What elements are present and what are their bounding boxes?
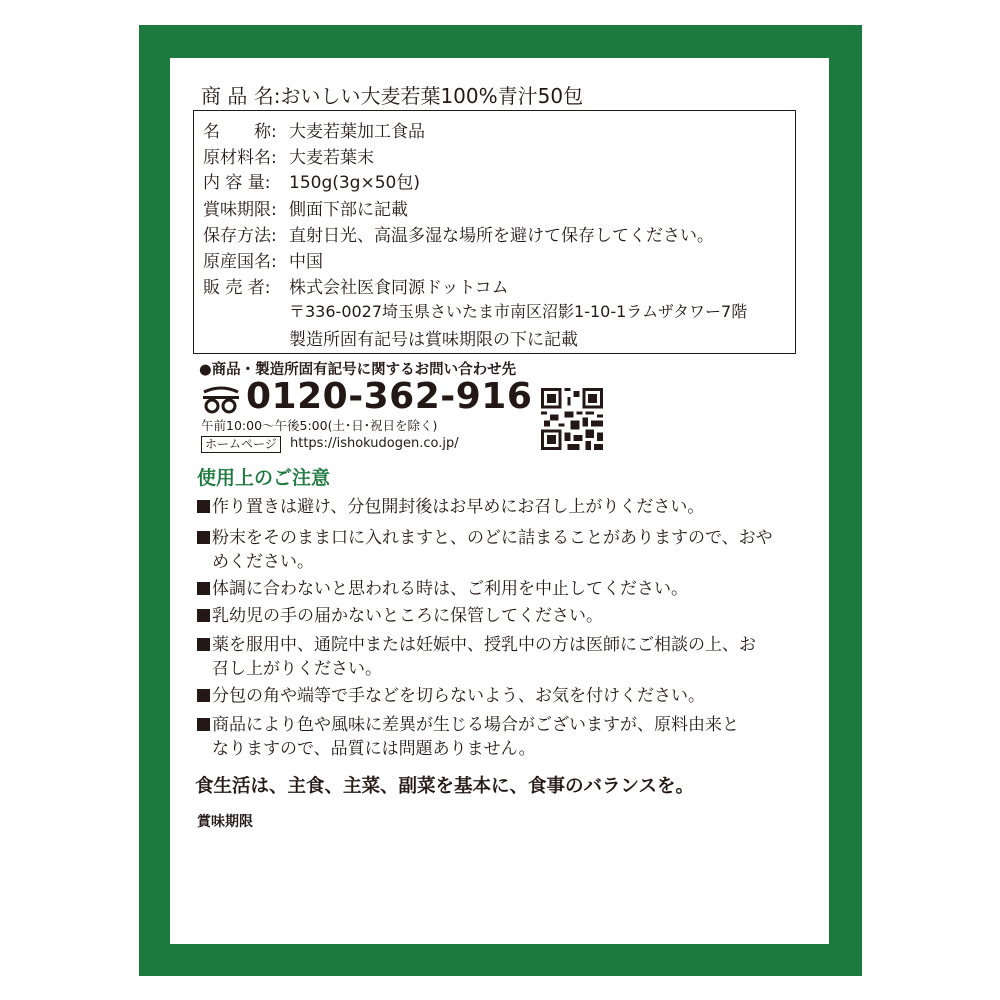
caution-item: 分包の角や端等で手などを切らないよう、お気を付けください。 [197, 683, 705, 709]
diet-message: 食生活は、主食、主菜、副菜を基本に、食事のバランスを。 [195, 776, 694, 797]
free-dial-icon [202, 386, 240, 416]
caution-item: 作り置きは避け、分包開封後はお早めにお召し上がりください。 [197, 494, 704, 520]
bullet-square-icon [197, 582, 210, 595]
product-name: 商 品 名:おいしい大麦若葉100%青汁50包 [201, 84, 584, 108]
info-row: 原産国名: 中国 [203, 252, 323, 272]
inquiry-heading: ●商品・製造所固有記号に関するお問い合わせ先 [199, 362, 517, 378]
bullet-square-icon [197, 609, 210, 622]
info-row: 内 容 量: 150g(3g×50包) [203, 173, 420, 193]
caution-item: 体調に合わないと思われる時は、ご利用を中止してください。 [197, 576, 688, 602]
caution-item: 粉末をそのまま口に入れますと、のどに詰まることがありますので、おや [197, 525, 773, 551]
caution-item-continued: 召し上がりください。 [212, 659, 382, 679]
info-row: 原材料名: 大麦若葉末 [203, 148, 374, 168]
bullet-square-icon [197, 638, 210, 651]
bullet-square-icon [197, 689, 210, 702]
seller-note: 製造所固有記号は賞味期限の下に記載 [289, 330, 578, 350]
bullet-square-icon [197, 500, 210, 513]
info-row: 販 売 者: 株式会社医食同源ドットコム [203, 278, 509, 298]
caution-item-continued: めください。 [212, 552, 314, 572]
info-row: 保存方法: 直射日光、高温多湿な場所を避けて保存してください。 [203, 226, 714, 246]
phone-number[interactable]: 0120-362-916 [246, 376, 533, 417]
info-row: 賞味期限: 側面下部に記載 [203, 200, 408, 220]
caution-item: 薬を服用中、通院中または妊娠中、授乳中の方は医師にご相談の上、お [197, 632, 756, 658]
bullet-square-icon [197, 531, 210, 544]
caution-item-continued: なりますので、品質には問題ありません。 [212, 739, 536, 759]
best-before-label: 賞味期限 [197, 814, 253, 830]
seller-address: 〒336-0027埼玉県さいたま市南区沼影1-10-1ラムザタワー7階 [289, 302, 748, 321]
bullet-square-icon [197, 718, 210, 731]
caution-item: 商品により色や風味に差異が生じる場合がございますが、原料由来と [197, 712, 739, 738]
qr-code-icon[interactable] [541, 388, 603, 450]
caution-title: 使用上のご注意 [197, 467, 331, 489]
info-row: 名 称: 大麦若葉加工食品 [203, 122, 425, 142]
homepage-label: ホームページ [201, 436, 281, 453]
contact-hours: 午前10:00～午後5:00(土･日･祝日を除く) [201, 418, 438, 433]
caution-item: 乳幼児の手の届かないところに保管してください。 [197, 603, 603, 629]
homepage-url[interactable]: https://ishokudogen.co.jp/ [290, 436, 459, 451]
